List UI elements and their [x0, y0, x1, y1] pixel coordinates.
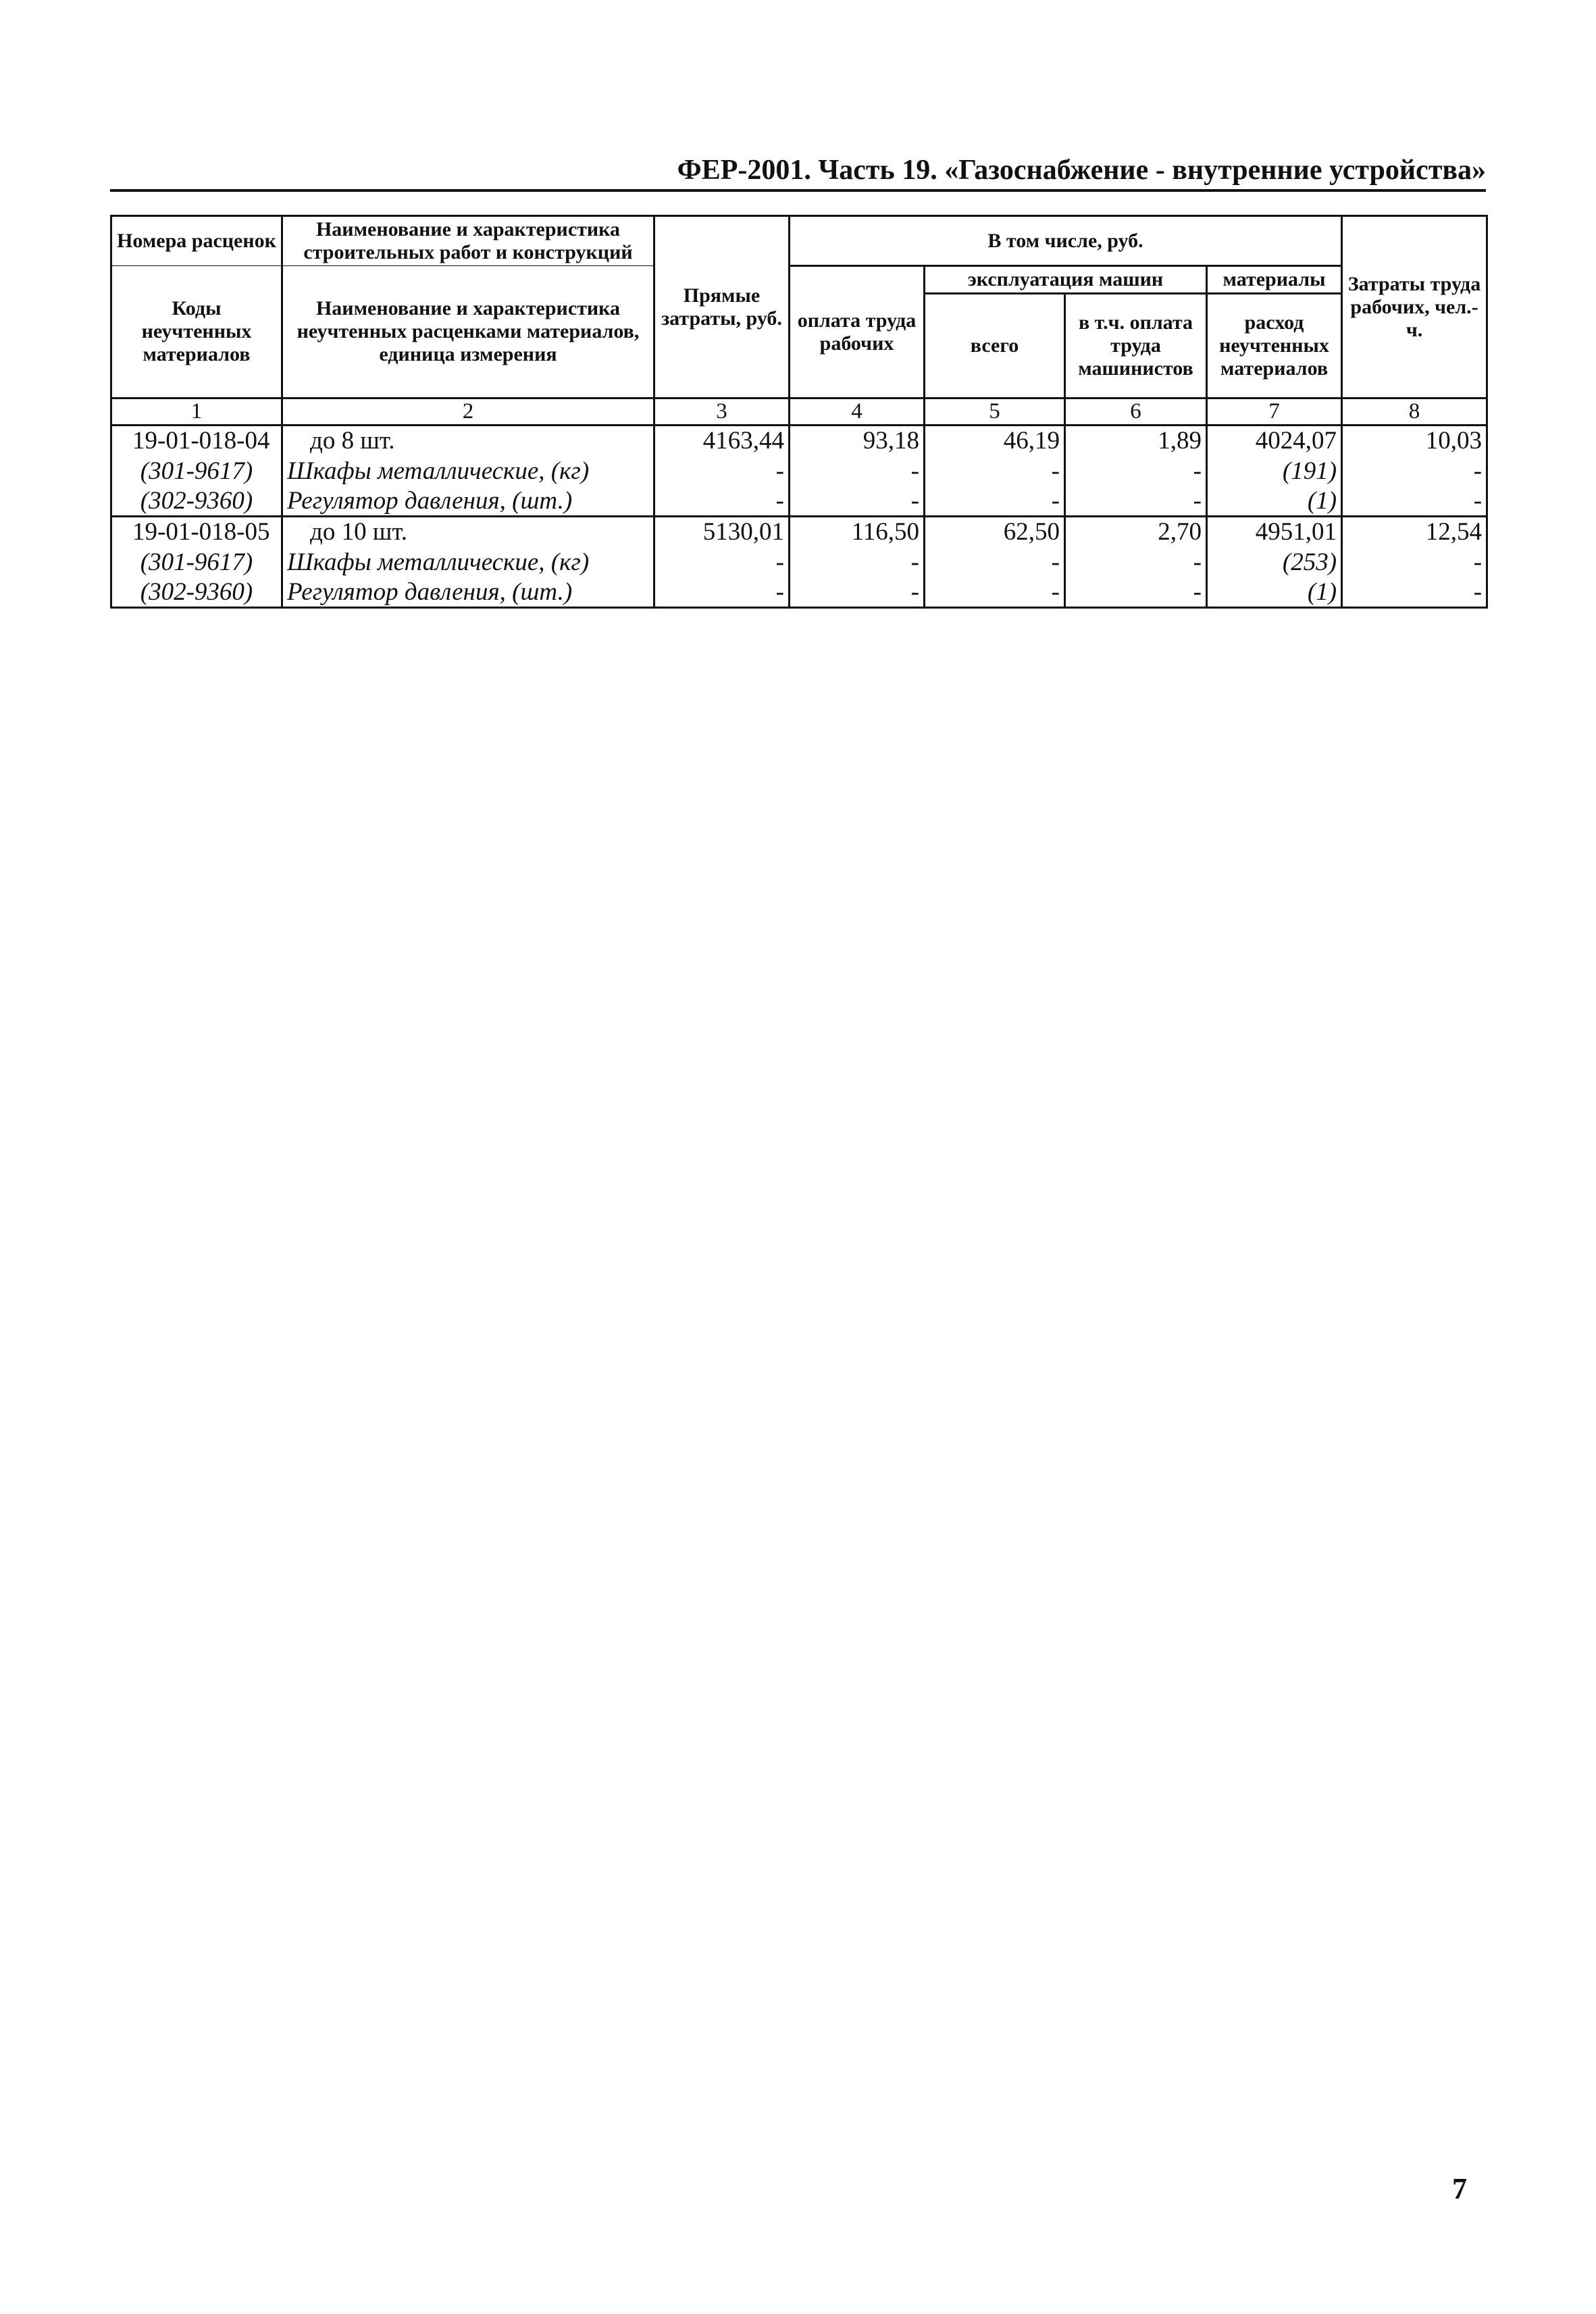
direct-costs: - [654, 547, 790, 577]
machines-total: - [925, 577, 1065, 608]
machinist-pay: - [1065, 577, 1207, 608]
column-number: 7 [1207, 398, 1342, 426]
rate-code: 19-01-018-04 [111, 426, 282, 456]
header-material-names: Наименование и характеристика неучтенных расценками материалов, единица измерения [282, 266, 654, 398]
table-row [111, 517, 1487, 547]
material-name: Шкафы металлические, (кг) [282, 456, 654, 486]
column-number: 8 [1342, 398, 1487, 426]
labor-hours: 10,03 [1342, 426, 1487, 456]
material-consumption: (191) [1207, 456, 1342, 486]
material-consumption: (1) [1207, 577, 1342, 608]
machinist-pay: - [1065, 456, 1207, 486]
labor-hours: 12,54 [1342, 517, 1487, 547]
table-row [111, 486, 1487, 517]
rates-table [110, 215, 1488, 609]
rate-code: 19-01-018-05 [111, 517, 282, 547]
material-code: (301-9617) [111, 456, 282, 486]
machines-total: - [925, 456, 1065, 486]
materials-cost: 4951,01 [1207, 517, 1342, 547]
header-labor-hours: Затраты труда рабочих, чел.-ч. [1342, 216, 1487, 398]
page-header [110, 154, 1486, 192]
table-row [111, 547, 1487, 577]
material-code: (302-9360) [111, 577, 282, 608]
material-consumption: (253) [1207, 547, 1342, 577]
labor-hours: - [1342, 486, 1487, 517]
page-number: 7 [1452, 2172, 1467, 2205]
worker-pay: 93,18 [790, 426, 925, 456]
material-name: Шкафы металлические, (кг) [282, 547, 654, 577]
materials-cost: 4024,07 [1207, 426, 1342, 456]
column-number: 2 [282, 398, 654, 426]
direct-costs: - [654, 577, 790, 608]
header-work-name: Наименование и характеристика строительных работ и конструкций [282, 216, 654, 266]
material-consumption: (1) [1207, 486, 1342, 517]
direct-costs: - [654, 486, 790, 517]
material-code: (302-9360) [111, 486, 282, 517]
material-name: Регулятор давления, (шт.) [282, 577, 654, 608]
header-machines-total: всего [925, 294, 1065, 398]
header-including-group: В том числе, руб. [790, 216, 1342, 266]
machines-total: 62,50 [925, 517, 1065, 547]
work-name: до 8 шт. [282, 426, 654, 456]
column-number: 1 [111, 398, 282, 426]
header-machinist-pay: в т.ч. оплата труда машинистов [1065, 294, 1207, 398]
header-materials: материалы [1207, 266, 1342, 294]
labor-hours: - [1342, 577, 1487, 608]
worker-pay: 116,50 [790, 517, 925, 547]
header-rate-numbers: Номера расценок [111, 216, 282, 266]
worker-pay: - [790, 547, 925, 577]
direct-costs: - [654, 456, 790, 486]
material-name: Регулятор давления, (шт.) [282, 486, 654, 517]
labor-hours: - [1342, 547, 1487, 577]
work-name: до 10 шт. [282, 517, 654, 547]
machinist-pay: 1,89 [1065, 426, 1207, 456]
worker-pay: - [790, 486, 925, 517]
column-number: 5 [925, 398, 1065, 426]
machinist-pay: 2,70 [1065, 517, 1207, 547]
machinist-pay: - [1065, 547, 1207, 577]
direct-costs: 5130,01 [654, 517, 790, 547]
worker-pay: - [790, 456, 925, 486]
header-machine-operation: эксплуатация машин [925, 266, 1207, 294]
header-direct-costs: Прямые затраты, руб. [654, 216, 790, 398]
labor-hours: - [1342, 456, 1487, 486]
header-material-codes: Коды неучтенных материалов [111, 266, 282, 398]
column-number: 6 [1065, 398, 1207, 426]
column-number: 3 [654, 398, 790, 426]
header-worker-pay: оплата труда рабочих [790, 266, 925, 398]
column-number: 4 [790, 398, 925, 426]
machines-total: - [925, 486, 1065, 517]
machines-total: 46,19 [925, 426, 1065, 456]
machines-total: - [925, 547, 1065, 577]
direct-costs: 4163,44 [654, 426, 790, 456]
material-code: (301-9617) [111, 547, 282, 577]
table-row [111, 426, 1487, 456]
document-title: ФЕР-2001. Часть 19. «Газоснабжение - внутренние устройства» [677, 155, 1486, 186]
machinist-pay: - [1065, 486, 1207, 517]
table-row [111, 456, 1487, 486]
table-row [111, 577, 1487, 608]
header-material-consumption: расход неучтенных материалов [1207, 294, 1342, 398]
worker-pay: - [790, 577, 925, 608]
